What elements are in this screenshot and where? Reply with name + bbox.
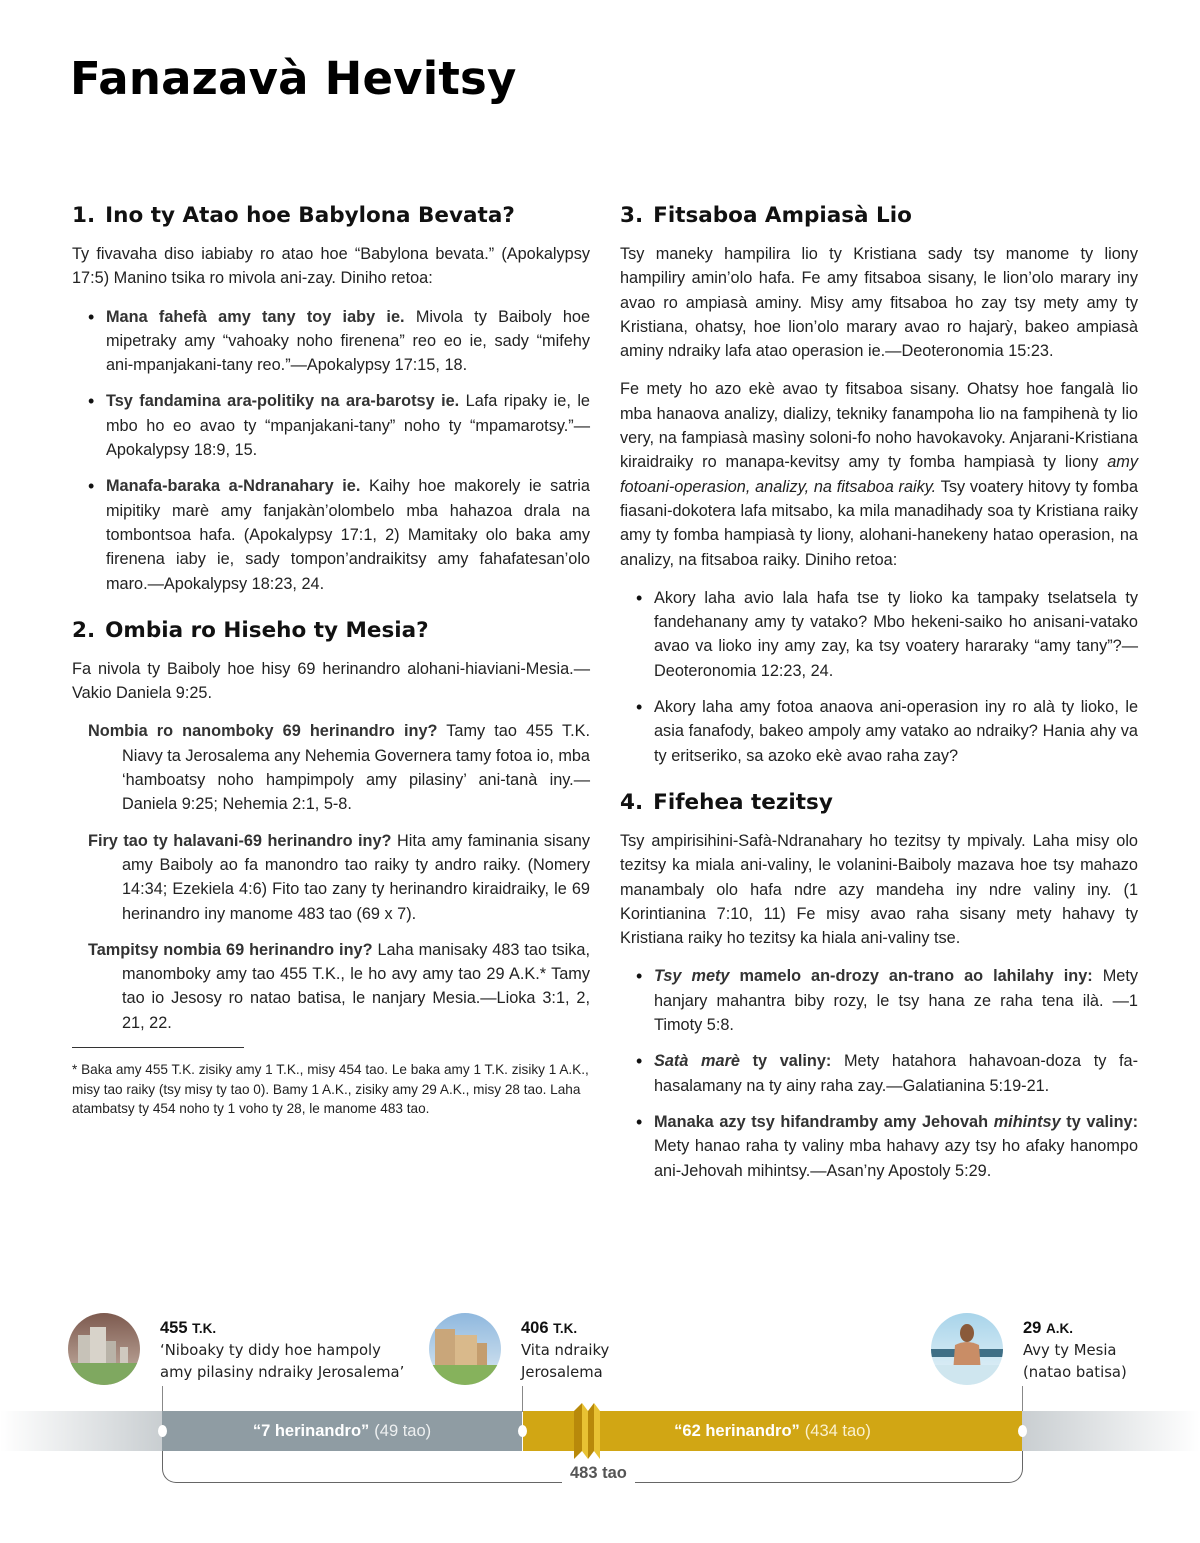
footnote-divider bbox=[72, 1047, 244, 1048]
bullet-list bbox=[88, 305, 590, 596]
segment-7-weeks: “7 herinandro” (49 tao) bbox=[162, 1411, 522, 1451]
section-number: 2. bbox=[72, 617, 96, 643]
question: Nombia ro nanomboky 69 herinandro iny? bbox=[88, 722, 438, 741]
section-3 bbox=[620, 203, 1138, 768]
section-title: Fifehea tezitsy bbox=[653, 789, 833, 815]
page-title: Fanazavà Hevitsy bbox=[70, 52, 517, 105]
event-text bbox=[160, 1313, 404, 1385]
event-date: 406 T.K. bbox=[521, 1319, 578, 1337]
timeline-fade-left bbox=[0, 1411, 162, 1451]
event-description: (natao batisa) bbox=[1023, 1364, 1127, 1381]
footnote: * Baka amy 455 T.K. zisiky amy 1 T.K., misy 454 tao. Le baka amy 1 T.K. zisiky 1 A.K., misy tao raiky (tsy misy ty tao 0). Bamy 1 A.K., zisiky amy 29 A.K., misy 28 tao. Laha atambatsy ty 454 noho ty 1 voho ty 28, le manome 483 tao. bbox=[72, 1062, 589, 1117]
list-item: • Akory laha avio lala hafa tse ty lioko ka tampaky tselatsela ty fandehanany amy ty vatako? Mbo hekeni-saiko ho anisani-vatako avao va lioko iny amy zay, ka tsy voatery hararaky “amy tany”?—Deoteronomia 12:23, 24. bbox=[636, 586, 1138, 683]
total-span-label: 483 tao bbox=[562, 1464, 635, 1483]
section-heading bbox=[620, 203, 1138, 228]
timeline-tick bbox=[1022, 1386, 1023, 1412]
section-heading bbox=[620, 790, 1138, 815]
section-number: 4. bbox=[620, 789, 644, 815]
ruined-wall-image bbox=[68, 1313, 140, 1385]
question: Firy tao ty halavani-69 herinandro iny? bbox=[88, 831, 392, 850]
answer: Tamy tao 455 T.K. Niavy ta Jerosalema any Nehemia Governera tamy fotoa io, mba ‘hamboatsy noho hampimpoly amy pilasiny’ ani-tanà iny.—Daniela 9:25; Nehemia 2:1, 5-8. bbox=[122, 722, 590, 814]
event-date: 455 T.K. bbox=[160, 1319, 217, 1337]
paragraph: Fe mety ho azo ekè avao ty fitsaboa sisany. Ohatsy hoe fangalà lio mba hanaova analizy, dializy, tekniky fanampoha lio na fampihenà ty lio very, na fampiasà masìny soloni-fo noho havokavoky. Anjarani-Kristiana kiraidraiky ro manapa-kevitsy amy ty fomba hampiasà ty liony amy fotoani-operasion, analizy, na fitsaboa raiky. Tsy voatery hitovy ty fomba fiasani-dokotera lafa mitsabo, ka mila manadihady soa ty Kristiana raiky amy ty fomba hampiasà ty liony, alohani-hanekeny hatao operasion, na analizy, na fitsaboa raiky. Diniho retoa: bbox=[620, 380, 1138, 569]
timeline-event-455bc bbox=[68, 1313, 404, 1385]
baptism-image bbox=[931, 1313, 1003, 1385]
timeline-tick bbox=[522, 1386, 523, 1412]
section-title: Ombia ro Hiseho ty Mesia? bbox=[105, 617, 429, 643]
section-1 bbox=[72, 203, 590, 596]
section-heading bbox=[72, 203, 590, 228]
qa-item bbox=[88, 719, 590, 816]
answer: Laha manisaky 483 tao tsika, manomboky amy tao 455 T.K., le ho avy amy tao 29 A.K.* Tamy tao io Jesosy ro natao batisa, le nanjary Mesia.—Lioka 3:1, 2, 21, 22. bbox=[122, 940, 590, 1032]
list-item: • Mana fahefà amy tany toy iaby ie. Mivola ty Baiboly hoe mipetraky amy “vahoaky noho firenena” reo eo ie, sady “mifehy ani-mpanjakani-tany reo.”—Apokalypsy 17:15, 18. bbox=[88, 305, 590, 378]
section-intro: Ty fivavaha diso iabiaby ro atao hoe “Babylona bevata.” (Apokalypsy 17:5) Manino tsika ro mivola ani-zay. Diniho retoa: bbox=[72, 245, 590, 288]
answer: Hita amy faminania sisany amy Baiboly ao fa manondro tao raiky ty andro raiky. (Nomery 14:34; Ezekiela 4:6) Fito tao zany ty herinandro kiraidraiky, le 69 herinandro iny manome 483 tao (69 x 7). bbox=[122, 831, 590, 923]
timeline-fade-right bbox=[1022, 1411, 1200, 1451]
bullet-list bbox=[636, 586, 1138, 768]
event-description: amy pilasiny ndraiky Jerosalema’ bbox=[160, 1364, 405, 1381]
timeline-marker-dot bbox=[1018, 1425, 1027, 1437]
question: Tampitsy nombia 69 herinandro iny? bbox=[88, 940, 373, 959]
section-heading bbox=[72, 618, 590, 643]
rebuilt-wall-image bbox=[429, 1313, 501, 1385]
section-intro: Tsy ampirisihini-Safà-Ndranahary ho tezitsy ty mpivaly. Laha misy olo tezitsy ka miala ani-valiny, le volanini-Baiboly mazava hoe tsy mahazo manambaly olo hafa ndre azy mandeha iny ndre valiny iny. (1 Korintianina 7:10, 11) Fe misy avao raha sisany mety hahavy ty Kristiana raiky ho tezitsy ka hiala ani-valiny tse. bbox=[620, 831, 1138, 948]
event-description: ‘Niboaky ty didy hoe hampoly bbox=[160, 1342, 381, 1359]
qa-item bbox=[88, 829, 590, 926]
list-item: • Manaka azy tsy hifandramby amy Jehovah mihintsy ty valiny: Mety hanao raha ty valiny mba hahavy azy tsy ho afaky hanompo ani-Jehovah mihintsy.—Asan’ny Apostoly 5:29. bbox=[636, 1110, 1138, 1183]
bullet-list bbox=[636, 964, 1138, 1182]
list-item: • Manafa-baraka a-Ndranahary ie. Kaihy hoe makorely ie satria mipitiky marè amy fanjakàn’olombelo mba hahazoa drala na tombontsoa hafa. (Apokalypsy 17:1, 2) Mamitaky olo baka amy firenena iaby ie, sady tompon’andraikitsy amy fahafatesan’olo maro.—Apokalypsy 18:23, 24. bbox=[88, 474, 590, 595]
section-intro: Fa nivola ty Baiboly hoe hisy 69 herinandro alohani-hiaviani-Mesia.—Vakio Daniela 9:25. bbox=[72, 659, 590, 703]
event-description: Jerosalema bbox=[521, 1364, 603, 1381]
section-title: Ino ty Atao hoe Babylona Bevata? bbox=[105, 203, 515, 228]
paragraph: Tsy maneky hampilira lio ty Kristiana sady tsy manome ty liony hampiliry amin’olo hafa. Fe amy fitsaboa sisany, le lion’olo marary iny avao ro ampiasà aminy. Misy amy fitsaboa ho zay tsy mety amy ty Kristiana, ohatsy, hoe lion’olo marary avao ro hajarỳ, bakeo ampiasà aminy ndraiky lafa atao operasion ie.—Deoteronomia 15:23. bbox=[620, 245, 1138, 361]
right-column bbox=[620, 203, 1138, 1205]
list-item: • Satà marè ty valiny: Mety hatahora hahavoan-doza ty fahasalamany na ty ainy raha zay.—Galatianina 5:19-21. bbox=[636, 1049, 1138, 1098]
timeline-marker-dot bbox=[518, 1425, 527, 1437]
event-text bbox=[521, 1313, 609, 1385]
section-2 bbox=[72, 618, 590, 1119]
event-date: 29 A.K. bbox=[1023, 1319, 1073, 1337]
timeline-event-406bc bbox=[429, 1313, 609, 1385]
segment-62-weeks: “62 herinandro” (434 tao) bbox=[523, 1411, 1022, 1451]
left-column bbox=[72, 203, 590, 1141]
event-description: Vita ndraiky bbox=[521, 1342, 610, 1359]
event-text bbox=[1023, 1313, 1127, 1385]
event-description: Avy ty Mesia bbox=[1023, 1342, 1117, 1359]
timeline-marker-dot bbox=[158, 1425, 167, 1437]
list-item: • Tsy fandamina ara-politiky na ara-barotsy ie. Lafa ripaky ie, le mbo ho eo avao ty “mpanjakani-tany” noho ty “mpamarotsy.”—Apokalypsy 18:9, 15. bbox=[88, 389, 590, 462]
section-number: 1. bbox=[72, 203, 96, 228]
timeline-event-29ad bbox=[931, 1313, 1127, 1385]
list-item: • Tsy mety mamelo an-drozy an-trano ao lahilahy iny: Mety hanjary mahantra biby rozy, le tsy hana ze raha tena ilà. —1 Timoty 5:8. bbox=[636, 964, 1138, 1037]
qa-item bbox=[88, 938, 590, 1035]
section-4 bbox=[620, 790, 1138, 1183]
section-title: Fitsaboa Ampiasà Lio bbox=[653, 203, 912, 228]
list-item: • Akory laha amy fotoa anaova ani-operasion iny ro alà ty lioko, le asia fanafody, bakeo ampoly amy vatako ao ndraiky? Hania ahy va ty eritseriko, sa azoko ekè avao raha zay? bbox=[636, 695, 1138, 768]
section-number: 3. bbox=[620, 203, 644, 228]
timeline-tick bbox=[162, 1386, 163, 1412]
